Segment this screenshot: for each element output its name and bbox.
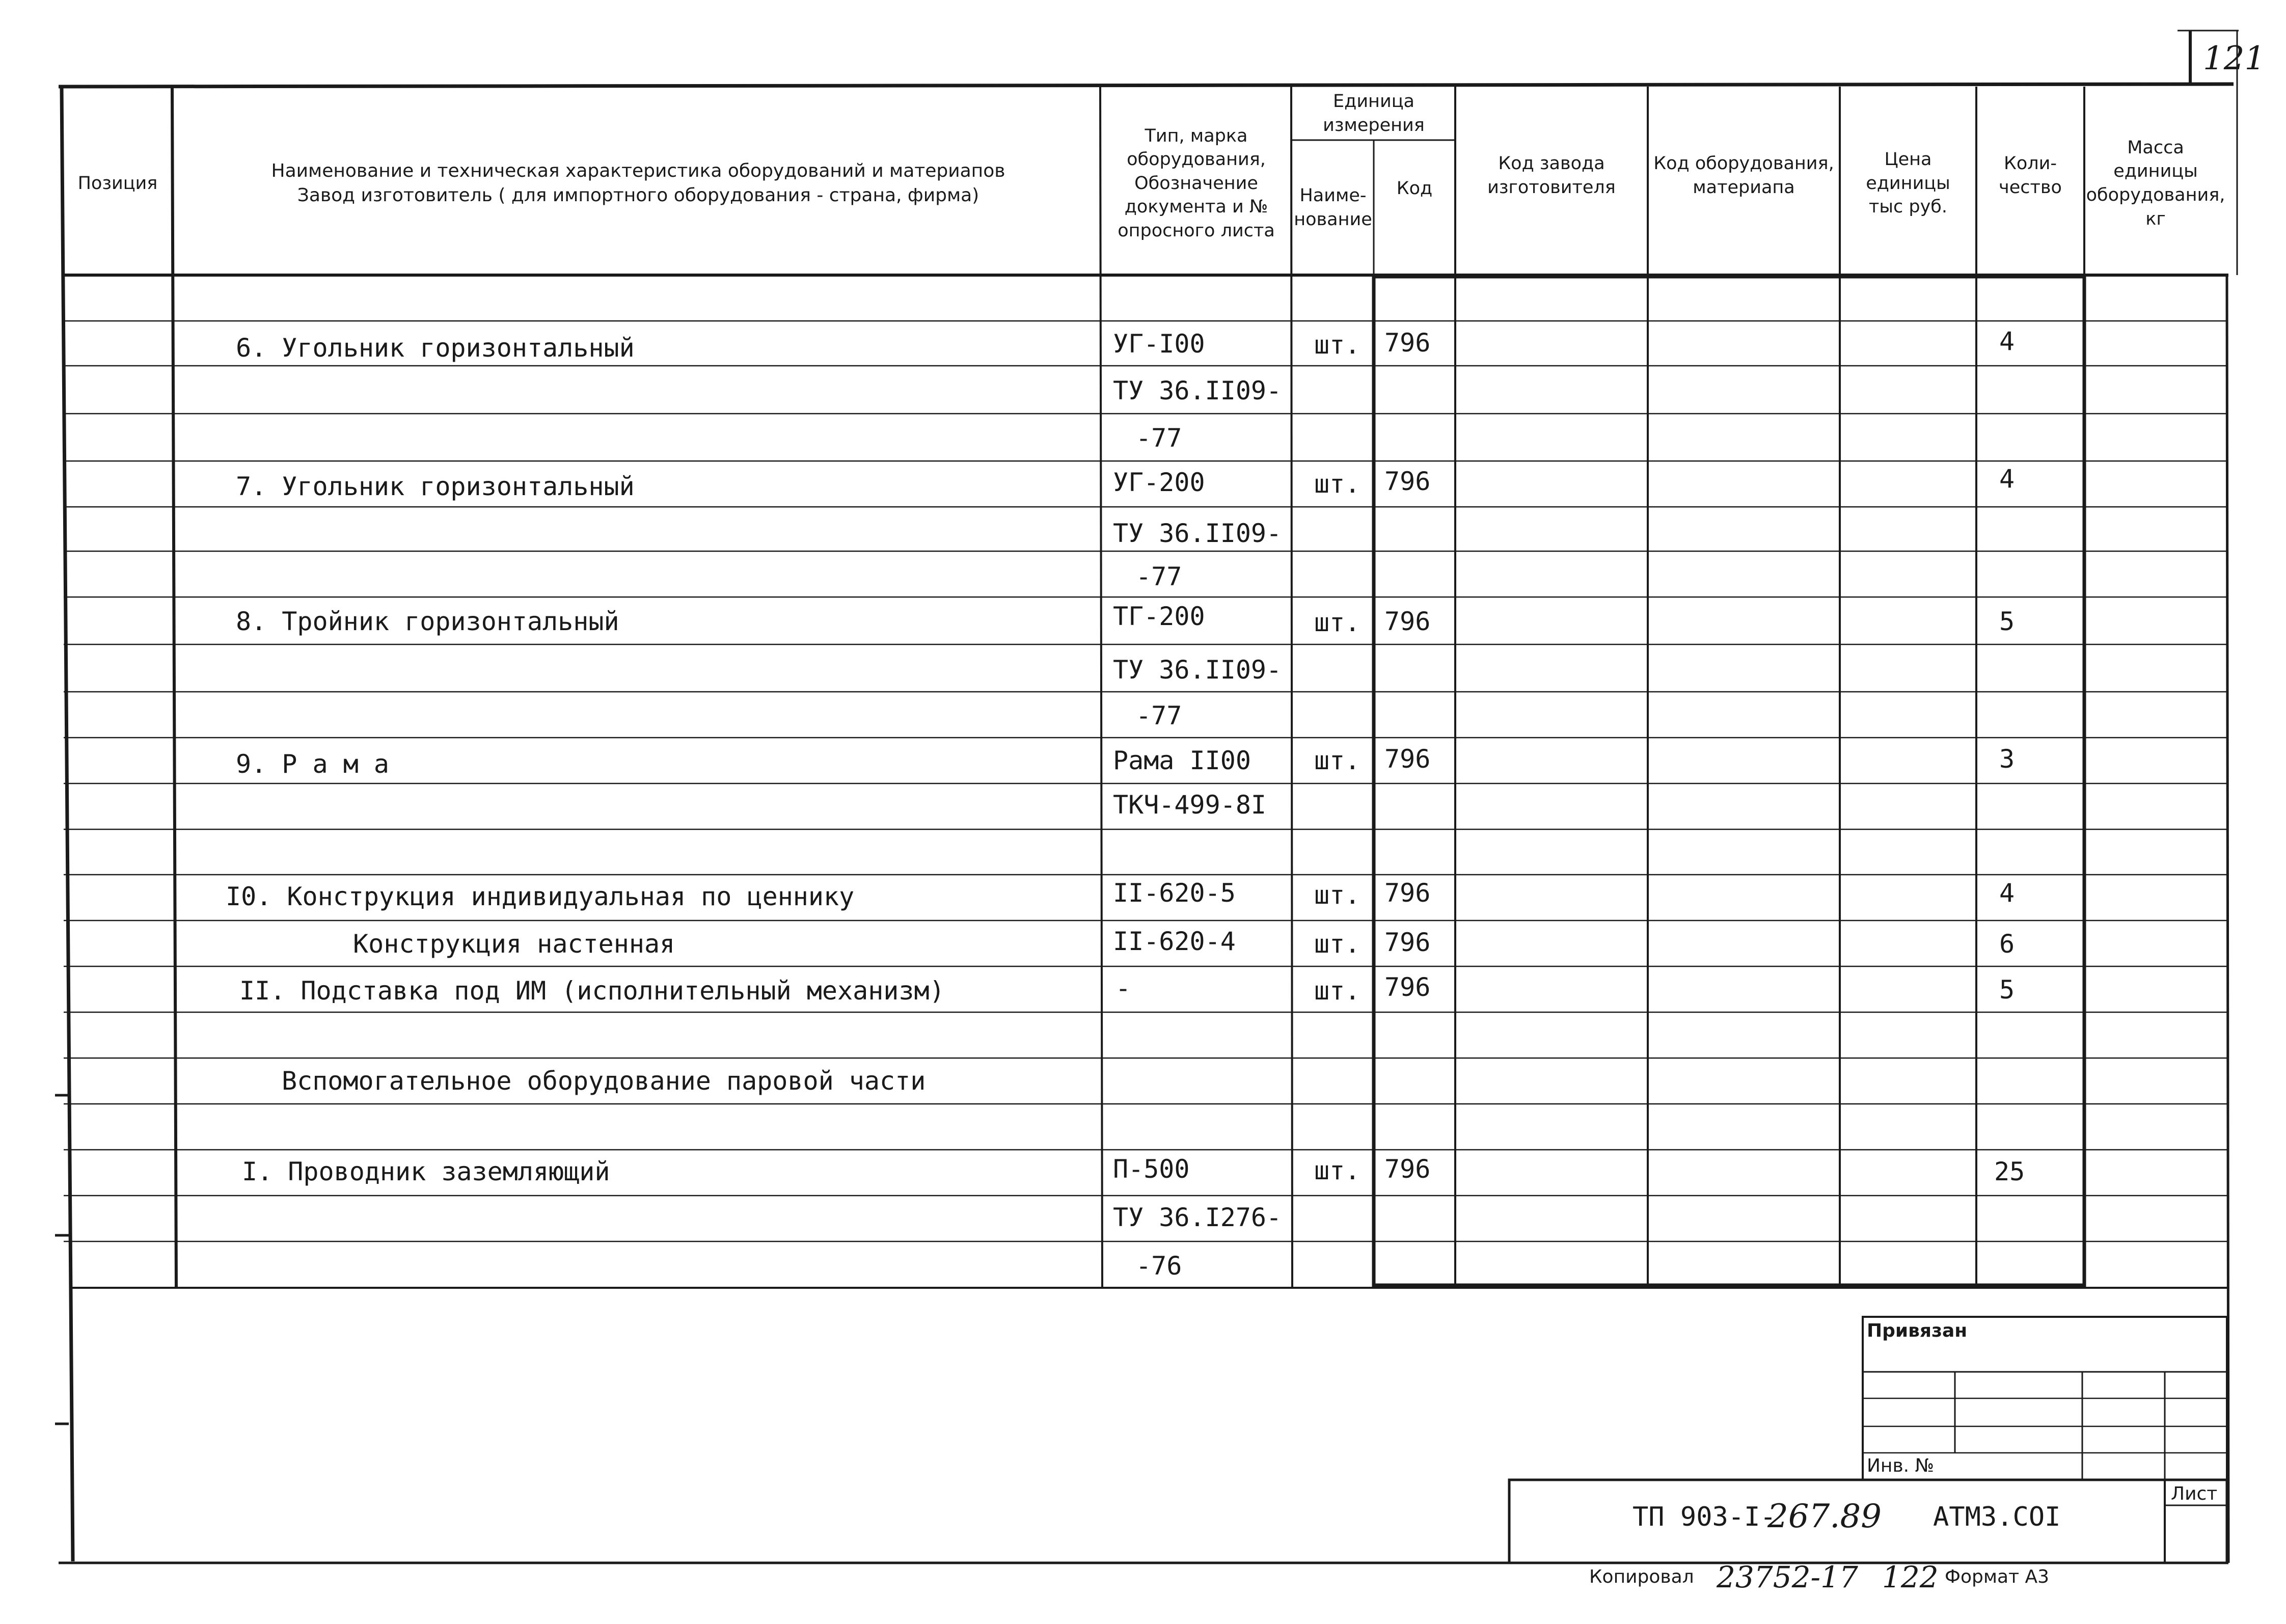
row-qty: 5 xyxy=(1999,975,2015,1005)
row-unit: шт. xyxy=(1314,469,1360,499)
row-type: - xyxy=(1115,973,1131,1003)
format-label: Формат А3 xyxy=(1945,1566,2050,1587)
header-type: Тип, марка оборудования, Обозначение документа и № опросного листа xyxy=(1118,125,1275,241)
copied-number: 23752-17 xyxy=(1717,1560,1858,1594)
footer-sheet-number: 122 xyxy=(1882,1560,1939,1594)
header-name: Наименование и техническая характеристика оборудований и материапов Завод изготовитель ( для импортного оборудования - страна, фирма) xyxy=(271,160,1005,206)
row-code: 796 xyxy=(1384,878,1431,908)
row-unit: шт. xyxy=(1314,1156,1360,1185)
row-type: -77 xyxy=(1136,562,1182,591)
frame-top-line xyxy=(59,84,2234,87)
stamp-doc-number: 267.89 xyxy=(1767,1498,1882,1535)
row-type: -76 xyxy=(1136,1251,1182,1281)
header-quantity: Коли- чество xyxy=(1999,153,2062,198)
section-heading: Вспомогательное оборудование паровой части xyxy=(282,1066,926,1096)
row-code: 796 xyxy=(1384,607,1431,636)
sheet-number: 121 xyxy=(2203,40,2266,77)
header-mass: Масса единицы оборудования, кг xyxy=(2086,137,2225,229)
row-type: ТУ 36.I276- xyxy=(1113,1203,1282,1232)
row-unit: шт. xyxy=(1314,746,1360,775)
row-unit: шт. xyxy=(1314,608,1360,637)
row-type: ТУ 36.II09- xyxy=(1113,519,1282,548)
row-name: Конструкция настенная xyxy=(353,929,675,959)
header-factory-code: Код завода изготовителя xyxy=(1487,153,1616,198)
row-name: II. Подставка под ИМ (исполнительный механизм) xyxy=(239,976,945,1006)
row-type: ТУ 36.II09- xyxy=(1113,655,1282,685)
row-name: I. Проводник заземляющий xyxy=(242,1157,610,1186)
row-name: 9. Р а м а xyxy=(236,749,390,779)
row-type: II-620-4 xyxy=(1113,927,1236,956)
header-position: Позиция xyxy=(77,173,158,194)
row-qty: 4 xyxy=(1999,464,2015,494)
row-qty: 3 xyxy=(1999,744,2015,774)
stamp-sheet-label: Лист xyxy=(2171,1483,2218,1504)
row-qty: 6 xyxy=(1999,929,2015,959)
stamp-doc-prefix: ТП 903-I- xyxy=(1632,1502,1776,1532)
header-unit-group: Единица измерения xyxy=(1323,91,1425,136)
row-code: 796 xyxy=(1384,467,1431,496)
row-unit: шт. xyxy=(1314,330,1360,360)
row-type: Рама II00 xyxy=(1113,746,1251,775)
row-unit: шт. xyxy=(1314,929,1360,959)
row-name: 7. Угольник горизонтальный xyxy=(236,472,635,501)
row-unit: шт. xyxy=(1314,880,1360,910)
row-code: 796 xyxy=(1384,744,1431,774)
stamp-doc-suffix: АТМЗ.СОI xyxy=(1933,1502,2061,1532)
row-type: П-500 xyxy=(1113,1154,1190,1184)
row-code: 796 xyxy=(1384,928,1431,957)
row-type: УГ-200 xyxy=(1113,468,1205,497)
row-code: 796 xyxy=(1384,328,1431,358)
row-type: ТКЧ-499-8I xyxy=(1113,790,1267,820)
row-type: -77 xyxy=(1136,701,1182,730)
row-qty: 4 xyxy=(1999,878,2015,908)
header-unit-name: Наиме- нование xyxy=(1294,185,1372,230)
header-price: Цена единицы тыс руб. xyxy=(1866,149,1950,218)
header-equipment-code: Код оборудования, материапа xyxy=(1653,153,1834,198)
row-name: 6. Угольник горизонтальный xyxy=(236,333,635,363)
header-unit-code: Код xyxy=(1396,178,1433,199)
row-code: 796 xyxy=(1384,972,1431,1002)
row-name: I0. Конструкция индивидуальная по ценнику xyxy=(226,882,855,911)
copied-label: Копировал xyxy=(1589,1566,1694,1587)
highlight-box xyxy=(1374,277,2084,1285)
row-type: ТУ 36.II09- xyxy=(1113,376,1282,405)
row-type: II-620-5 xyxy=(1113,878,1236,908)
frame-left-line xyxy=(62,87,73,1561)
row-qty: 25 xyxy=(1994,1157,2025,1186)
stamp-inv-label: Инв. № xyxy=(1867,1455,1935,1476)
row-unit: шт. xyxy=(1314,976,1360,1006)
row-type: ТГ-200 xyxy=(1113,602,1205,631)
row-type: УГ-I00 xyxy=(1113,329,1205,359)
row-type: -77 xyxy=(1136,423,1182,453)
row-qty: 4 xyxy=(1999,327,2015,356)
row-name: 8. Тройник горизонтальный xyxy=(236,607,619,636)
row-qty: 5 xyxy=(1999,607,2015,636)
stamp-bound-label: Привязан xyxy=(1867,1320,1968,1341)
row-code: 796 xyxy=(1384,1154,1431,1184)
